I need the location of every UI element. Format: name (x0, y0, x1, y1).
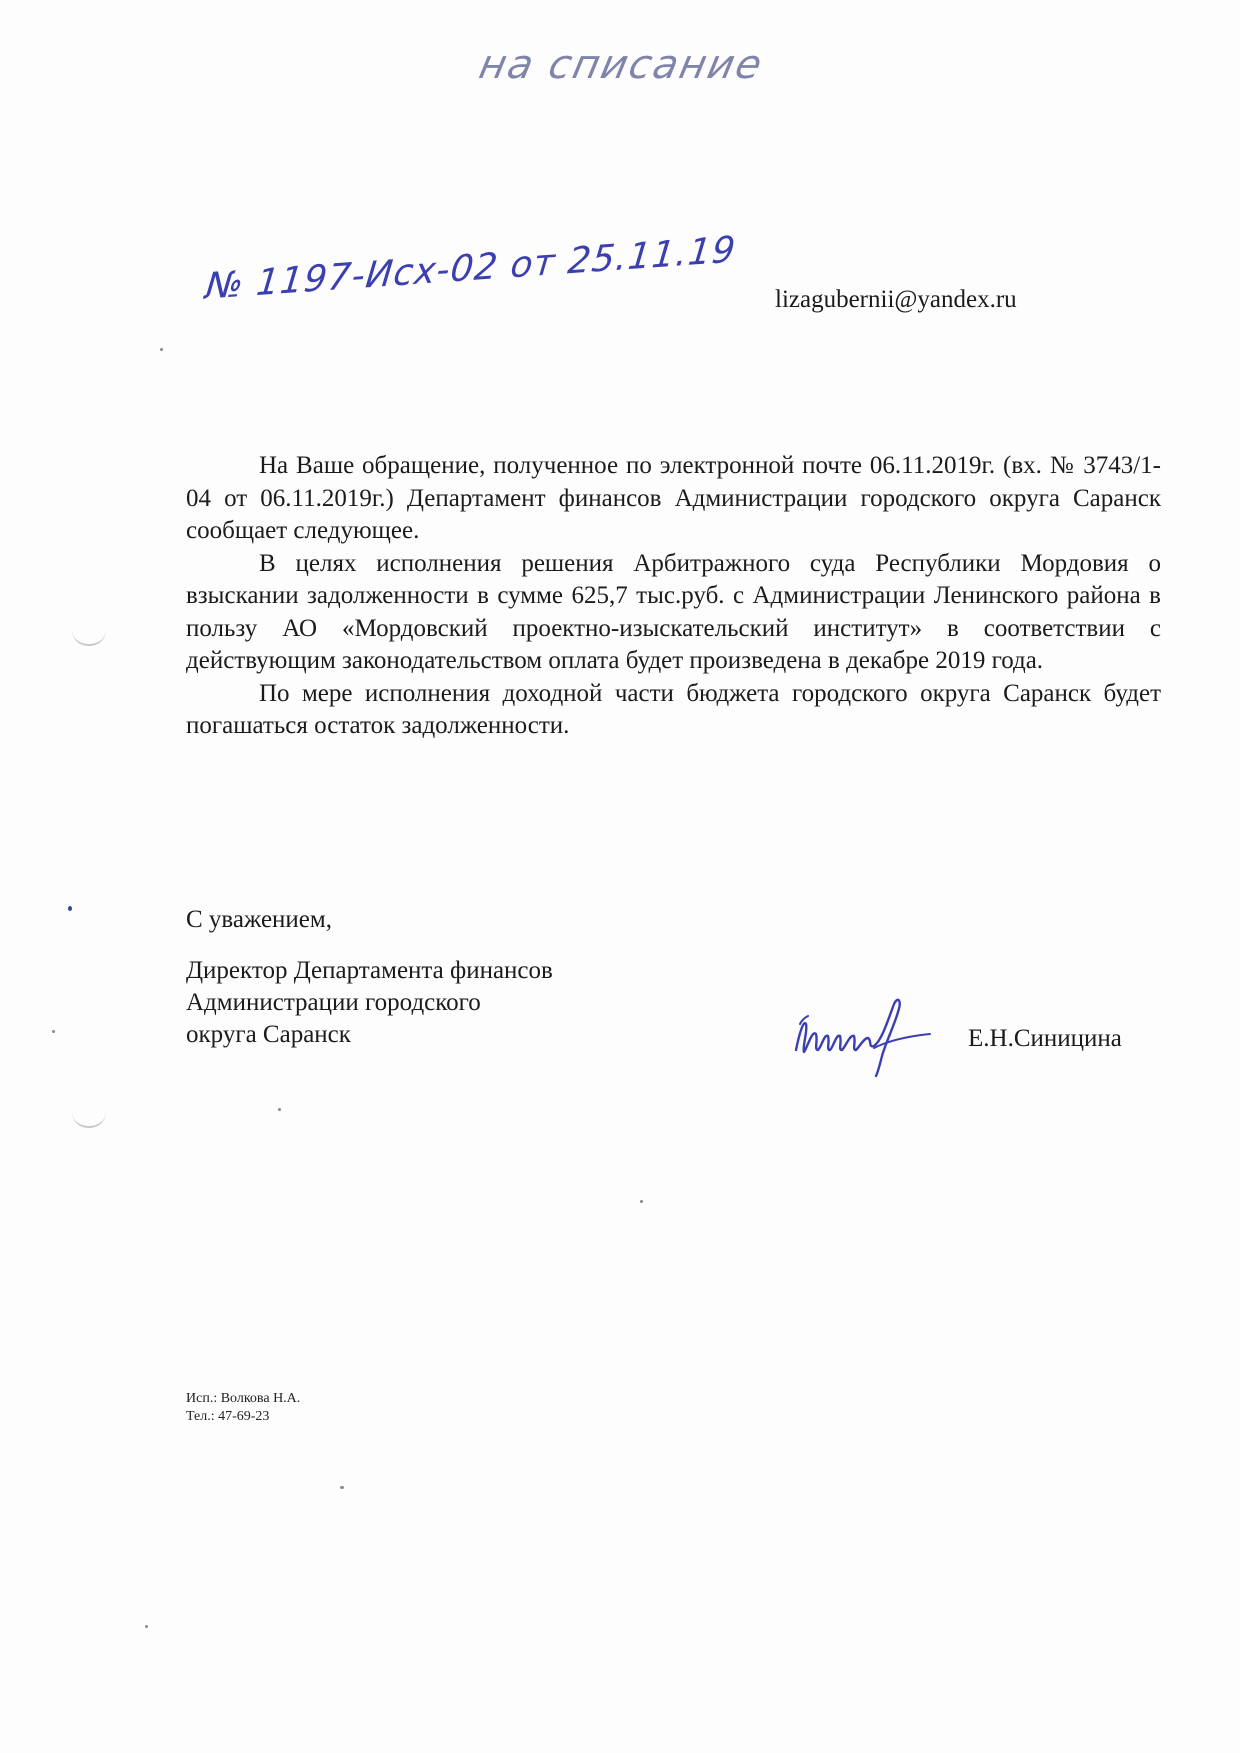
scan-speck (68, 906, 72, 911)
scan-speck (52, 1030, 55, 1033)
signer-name: Е.Н.Синицина (968, 1025, 1122, 1052)
letter-body (186, 450, 1161, 743)
scan-speck (145, 1625, 148, 1628)
scan-speck (640, 1200, 643, 1203)
signer-title-line: Директор Департамента финансов (186, 957, 553, 984)
handwritten-note-top: на списание (475, 42, 768, 88)
handwritten-signature (790, 990, 950, 1080)
signer-title-line: округа Саранск (186, 1021, 351, 1048)
executor-name: Исп.: Волкова Н.А. (186, 1391, 301, 1406)
scan-speck (340, 1486, 344, 1489)
body-paragraph: По мере исполнения доходной части бюджета городского округа Саранск будет погашаться остаток задолженности. (186, 679, 1161, 739)
recipient-email: lizagubernii@yandex.ru (775, 286, 1017, 313)
executor-info (186, 1390, 300, 1426)
scan-speck (160, 348, 163, 351)
signer-title (186, 955, 553, 1051)
punch-hole-mark (72, 1112, 106, 1128)
handwritten-registration-number: № 1197-Исх-02 от 25.11.19 (203, 229, 739, 308)
executor-phone: Тел.: 47-69-23 (186, 1409, 270, 1424)
closing-phrase: С уважением, (186, 906, 332, 933)
body-paragraph: В целях исполнения решения Арбитражного суда Республики Мордовия о взыскании задолженности в сумме 625,7 тыс.руб. с Администрации Ленинского района в пользу АО «Мордовский проектно-изыскательский институт» в соответствии с действующим законодательством оплата будет произведена в декабре 2019 года. (186, 549, 1161, 674)
scan-speck (278, 1108, 281, 1111)
signer-title-line: Администрации городского (186, 989, 481, 1016)
body-paragraph: На Ваше обращение, полученное по электронной почте 06.11.2019г. (вх. № 3743/1-04 от 06.11.2019г.) Департамент финансов Администрации городского округа Саранск сообщает следующее. (186, 452, 1161, 544)
punch-hole-mark (72, 630, 106, 646)
